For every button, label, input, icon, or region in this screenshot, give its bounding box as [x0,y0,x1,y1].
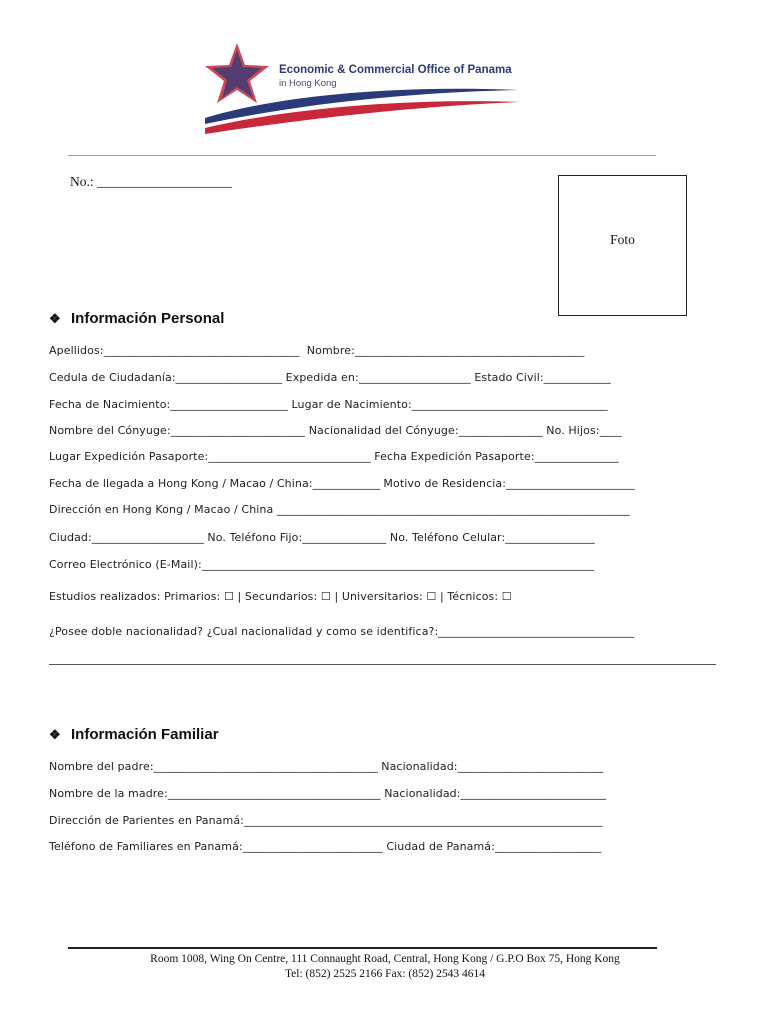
form-row-relatives-address[interactable]: Dirección de Parientes en Panamá:________________________________________________________________ [49,814,603,827]
photo-box [558,175,687,316]
form-row-relatives-phone[interactable]: Teléfono de Familiares en Panamá:_________________________ Ciudad de Panamá:___________________ [49,840,602,853]
form-row-id-card[interactable]: Cedula de Ciudadanía:___________________ Expedida en:____________________ Estado Civil:____________ [49,371,611,384]
dual-nationality-continuation-line[interactable] [49,664,716,665]
form-row-address[interactable]: Dirección en Hong Kong / Macao / China _______________________________________________________________ [49,503,630,516]
section-family-heading [49,726,219,743]
form-row-passport[interactable]: Lugar Expedición Pasaporte:_____________________________ Fecha Expedición Pasaporte:_______________ [49,450,619,463]
diamond-bullet-icon: ❖ [49,727,61,742]
photo-label: Foto [610,232,635,247]
section-family-title: Información Familiar [71,726,219,743]
red-swoosh [205,101,520,134]
diamond-bullet-icon: ❖ [49,311,61,326]
section-personal-heading [49,310,224,327]
form-row-phones[interactable]: Ciudad:____________________ No. Teléfono Fijo:_______________ No. Teléfono Celular:________________ [49,531,595,544]
form-row-arrival[interactable]: Fecha de llegada a Hong Kong / Macao / China:____________ Motivo de Residencia:_______________________ [49,477,635,490]
form-row-birth[interactable]: Fecha de Nacimiento:_____________________ Lugar de Nacimiento:___________________________________ [49,398,608,411]
logo-subtitle: in Hong Kong [279,78,337,89]
panama-office-logo [200,40,530,140]
footer-contact: Tel: (852) 2525 2166 Fax: (852) 2543 4614 [284,968,486,980]
form-row-surname-name[interactable]: Apellidos:___________________________________ Nombre:_________________________________________ [49,344,585,357]
form-row-studies[interactable]: Estudios realizados: Primarios: ☐ | Secundarios: ☐ | Universitarios: ☐ | Técnicos: ☐ [49,590,512,603]
logo-title: Economic & Commercial Office of Panama [279,64,512,76]
form-number-field[interactable]: No.: ____________________ [70,174,232,189]
footer-divider [68,947,657,949]
form-row-father[interactable]: Nombre del padre:________________________________________ Nacionalidad:__________________________ [49,760,604,773]
form-row-dual-nationality[interactable]: ¿Posee doble nacionalidad? ¿Cual nacionalidad y como se identifica?:___________________________________ [49,625,635,638]
form-row-email[interactable]: Correo Electrónico (E-Mail):______________________________________________________________________ [49,558,594,571]
header-divider [68,155,656,156]
form-row-spouse[interactable]: Nombre del Cónyuge:________________________ Nacionalidad del Cónyuge:_______________ No. Hijos:____ [49,424,622,437]
section-personal-title: Información Personal [71,310,225,327]
footer-address: Room 1008, Wing On Centre, 111 Connaught Road, Central, Hong Kong / G.P.O Box 75, Hong Kong [150,953,620,965]
form-row-mother[interactable]: Nombre de la madre:______________________________________ Nacionalidad:__________________________ [49,787,607,800]
